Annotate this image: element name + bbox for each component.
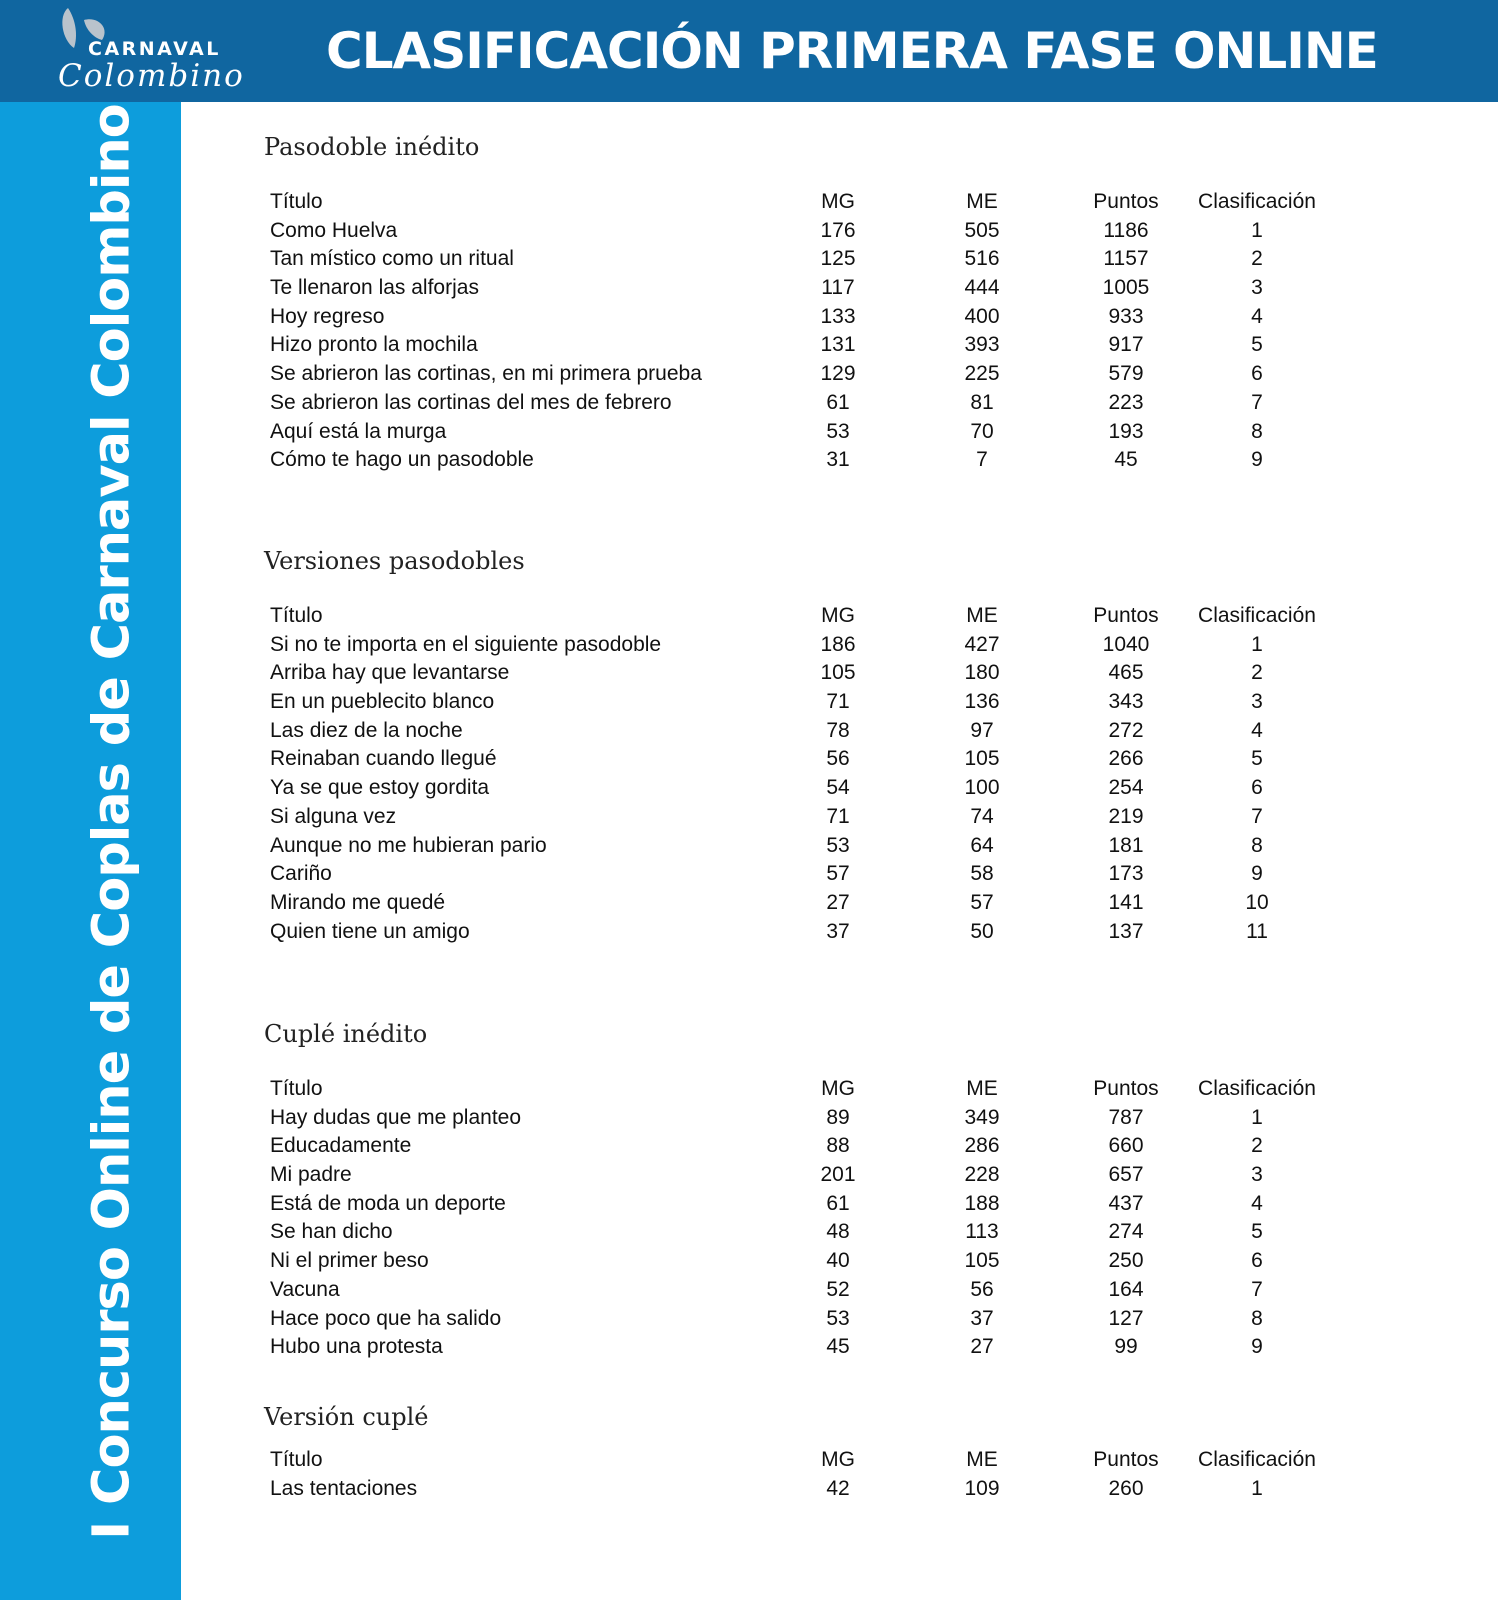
- table-row: [270, 418, 1390, 447]
- column-header-me: ME: [966, 1077, 998, 1100]
- cell-mg: 88: [826, 1134, 850, 1158]
- cell-clasificacion: 2: [1251, 661, 1263, 685]
- cell-mg: 105: [820, 661, 856, 685]
- cell-me: 225: [964, 362, 1000, 386]
- cell-mg: 133: [820, 304, 856, 328]
- cell-me: 228: [964, 1163, 1000, 1187]
- cell-title: Se abrieron las cortinas, en mi primera prueba: [270, 362, 702, 386]
- cell-puntos: 343: [1108, 690, 1144, 714]
- cell-title: Cómo te hago un pasodoble: [270, 448, 534, 472]
- cell-me: 7: [976, 448, 988, 472]
- cell-title: Mirando me quedé: [270, 890, 446, 914]
- header-bar: [0, 0, 1498, 102]
- cell-clasificacion: 2: [1251, 1134, 1263, 1158]
- cell-title: Está de moda un deporte: [270, 1191, 506, 1215]
- cell-mg: 42: [826, 1476, 850, 1500]
- cell-puntos: 127: [1108, 1306, 1144, 1330]
- cell-mg: 48: [826, 1220, 850, 1244]
- cell-mg: 40: [826, 1249, 850, 1273]
- cell-title: Hay dudas que me planteo: [270, 1105, 522, 1129]
- table-row: [270, 717, 1390, 746]
- cell-me: 505: [964, 218, 1000, 242]
- cell-title: Reinaban cuando llegué: [270, 747, 497, 771]
- cell-me: 516: [964, 247, 1000, 271]
- cell-title: Ya se que estoy gordita: [270, 776, 490, 800]
- cell-mg: 176: [820, 218, 856, 242]
- table-header-row: [270, 602, 1390, 631]
- table-row: [270, 1161, 1390, 1190]
- column-header-clasificacion: Clasificación: [1198, 1448, 1316, 1471]
- cell-mg: 57: [826, 862, 850, 886]
- cell-puntos: 193: [1108, 419, 1144, 443]
- cell-clasificacion: 5: [1251, 333, 1263, 357]
- cell-title: Se abrieron las cortinas del mes de febrero: [270, 390, 672, 414]
- cell-title: Las diez de la noche: [270, 718, 463, 742]
- cell-me: 81: [970, 390, 994, 414]
- cell-mg: 27: [826, 890, 850, 914]
- cell-puntos: 272: [1108, 718, 1144, 742]
- cell-puntos: 260: [1108, 1476, 1144, 1500]
- cell-puntos: 181: [1108, 833, 1144, 857]
- cell-mg: 45: [826, 1335, 850, 1359]
- cell-mg: 61: [826, 390, 850, 414]
- cell-puntos: 437: [1108, 1191, 1144, 1215]
- carnaval-colombino-logo: [52, 6, 245, 96]
- cell-clasificacion: 9: [1251, 862, 1263, 886]
- cell-mg: 53: [826, 419, 850, 443]
- cell-puntos: 917: [1108, 333, 1144, 357]
- table-row: [270, 1276, 1390, 1305]
- cell-me: 444: [964, 276, 1000, 300]
- column-header-me: ME: [966, 190, 998, 213]
- cell-title: Ni el primer beso: [270, 1249, 429, 1273]
- cell-me: 180: [964, 661, 1000, 685]
- cell-clasificacion: 1: [1251, 1476, 1263, 1500]
- cell-title: Si alguna vez: [270, 804, 397, 828]
- table-row: [270, 446, 1390, 475]
- table-row: [270, 389, 1390, 418]
- cell-puntos: 99: [1114, 1335, 1138, 1359]
- cell-clasificacion: 7: [1251, 1277, 1263, 1301]
- column-header-puntos: Puntos: [1093, 190, 1159, 213]
- cell-clasificacion: 5: [1251, 1220, 1263, 1244]
- cell-clasificacion: 7: [1251, 804, 1263, 828]
- cell-title: En un pueblecito blanco: [270, 690, 495, 714]
- cell-me: 136: [964, 690, 1000, 714]
- cell-me: 58: [970, 862, 994, 886]
- column-header-title: Título: [270, 1077, 323, 1100]
- cell-title: Vacuna: [270, 1277, 340, 1301]
- sidebar-title: I Concurso Online de Coplas de Carnaval Colombino: [82, 104, 142, 1540]
- table-row: [270, 1333, 1390, 1362]
- cell-mg: 186: [820, 632, 856, 656]
- cell-title: Educadamente: [270, 1134, 412, 1158]
- cell-mg: 56: [826, 747, 850, 771]
- cell-clasificacion: 11: [1246, 919, 1268, 943]
- cell-title: Quien tiene un amigo: [270, 919, 470, 943]
- cell-clasificacion: 9: [1251, 1335, 1263, 1359]
- cell-me: 349: [964, 1105, 1000, 1129]
- section-title: Versión cuplé: [264, 1403, 429, 1431]
- cell-mg: 54: [826, 776, 850, 800]
- section-0: [264, 128, 1424, 472]
- cell-mg: 61: [826, 1191, 850, 1215]
- results-table: [270, 188, 1390, 475]
- page-title: CLASIFICACIÓN PRIMERA FASE ONLINE: [326, 22, 1378, 80]
- cell-puntos: 219: [1108, 804, 1144, 828]
- column-header-clasificacion: Clasificación: [1198, 1077, 1316, 1100]
- table-row: [270, 274, 1390, 303]
- cell-clasificacion: 8: [1251, 833, 1263, 857]
- cell-clasificacion: 4: [1251, 1191, 1263, 1215]
- cell-mg: 131: [820, 333, 856, 357]
- cell-mg: 71: [826, 690, 850, 714]
- cell-me: 50: [970, 919, 994, 943]
- cell-me: 37: [970, 1306, 994, 1330]
- cell-me: 286: [964, 1134, 1000, 1158]
- cell-mg: 52: [826, 1277, 850, 1301]
- table-row: [270, 331, 1390, 360]
- cell-puntos: 173: [1108, 862, 1144, 886]
- table-row: [270, 860, 1390, 889]
- cell-title: Como Huelva: [270, 218, 398, 242]
- cell-mg: 71: [826, 804, 850, 828]
- table-row: [270, 688, 1390, 717]
- cell-clasificacion: 6: [1251, 1249, 1263, 1273]
- cell-clasificacion: 8: [1251, 419, 1263, 443]
- table-row: [270, 745, 1390, 774]
- cell-puntos: 1157: [1103, 247, 1149, 271]
- cell-mg: 53: [826, 1306, 850, 1330]
- cell-mg: 201: [820, 1163, 856, 1187]
- table-row: [270, 1247, 1390, 1276]
- cell-puntos: 787: [1108, 1105, 1144, 1129]
- logo-text-bottom: Colombino: [58, 58, 245, 94]
- cell-me: 105: [964, 747, 1000, 771]
- cell-title: Se han dicho: [270, 1220, 393, 1244]
- section-2: [264, 1015, 1424, 1359]
- cell-puntos: 465: [1108, 661, 1144, 685]
- cell-mg: 31: [826, 448, 850, 472]
- section-1: [264, 542, 1424, 943]
- table-row: [270, 832, 1390, 861]
- cell-title: Te llenaron las alforjas: [270, 276, 479, 300]
- cell-title: Tan místico como un ritual: [270, 247, 514, 271]
- logo-text-top: CARNAVAL: [88, 38, 221, 60]
- table-row: [270, 1218, 1390, 1247]
- cell-clasificacion: 10: [1245, 890, 1269, 914]
- cell-me: 400: [964, 304, 1000, 328]
- cell-title: Mi padre: [270, 1163, 352, 1187]
- cell-mg: 53: [826, 833, 850, 857]
- cell-me: 56: [970, 1277, 994, 1301]
- column-header-puntos: Puntos: [1093, 1077, 1159, 1100]
- cell-puntos: 250: [1108, 1249, 1144, 1273]
- results-table: [270, 1075, 1390, 1362]
- column-header-mg: MG: [821, 604, 855, 627]
- table-row: [270, 774, 1390, 803]
- table-row: [270, 245, 1390, 274]
- cell-clasificacion: 6: [1251, 776, 1263, 800]
- cell-puntos: 266: [1108, 747, 1144, 771]
- cell-me: 27: [970, 1335, 994, 1359]
- column-header-title: Título: [270, 604, 323, 627]
- section-title: Versiones pasodobles: [264, 547, 525, 575]
- cell-clasificacion: 8: [1251, 1306, 1263, 1330]
- table-header-row: [270, 1446, 1390, 1475]
- cell-me: 105: [964, 1249, 1000, 1273]
- cell-mg: 78: [826, 718, 850, 742]
- cell-clasificacion: 1: [1251, 1105, 1263, 1129]
- column-header-puntos: Puntos: [1093, 604, 1159, 627]
- column-header-clasificacion: Clasificación: [1198, 604, 1316, 627]
- cell-me: 188: [964, 1191, 1000, 1215]
- cell-mg: 117: [821, 276, 855, 300]
- cell-puntos: 1040: [1102, 632, 1150, 656]
- cell-title: Hizo pronto la mochila: [270, 333, 478, 357]
- results-table: [270, 602, 1390, 946]
- column-header-mg: MG: [821, 1077, 855, 1100]
- cell-title: Hoy regreso: [270, 304, 385, 328]
- table-row: [270, 918, 1390, 947]
- column-header-mg: MG: [821, 190, 855, 213]
- section-3: [264, 1398, 1424, 1500]
- cell-title: Hace poco que ha salido: [270, 1306, 502, 1330]
- cell-clasificacion: 5: [1251, 747, 1263, 771]
- cell-puntos: 660: [1108, 1134, 1144, 1158]
- cell-puntos: 137: [1108, 919, 1144, 943]
- cell-puntos: 657: [1108, 1163, 1144, 1187]
- cell-puntos: 164: [1108, 1277, 1144, 1301]
- cell-clasificacion: 1: [1251, 632, 1263, 656]
- table-row: [270, 1475, 1390, 1504]
- cell-clasificacion: 3: [1251, 276, 1263, 300]
- cell-me: 70: [970, 419, 994, 443]
- cell-me: 109: [964, 1476, 1000, 1500]
- table-row: [270, 1104, 1390, 1133]
- table-row: [270, 889, 1390, 918]
- cell-title: Aquí está la murga: [270, 419, 447, 443]
- table-header-row: [270, 188, 1390, 217]
- column-header-clasificacion: Clasificación: [1198, 190, 1316, 213]
- section-title: Cuplé inédito: [264, 1020, 428, 1048]
- cell-clasificacion: 4: [1251, 718, 1263, 742]
- column-header-puntos: Puntos: [1093, 1448, 1159, 1471]
- column-header-mg: MG: [821, 1448, 855, 1471]
- cell-clasificacion: 2: [1251, 247, 1263, 271]
- cell-mg: 129: [820, 362, 856, 386]
- cell-puntos: 1005: [1102, 276, 1150, 300]
- table-row: [270, 360, 1390, 389]
- table-row: [270, 1190, 1390, 1219]
- table-header-row: [270, 1075, 1390, 1104]
- cell-puntos: 274: [1108, 1220, 1144, 1244]
- column-header-me: ME: [966, 604, 998, 627]
- cell-puntos: 45: [1114, 448, 1138, 472]
- cell-me: 113: [965, 1220, 999, 1244]
- cell-clasificacion: 9: [1251, 448, 1263, 472]
- cell-clasificacion: 3: [1251, 1163, 1263, 1187]
- cell-mg: 125: [820, 247, 856, 271]
- cell-me: 74: [970, 804, 994, 828]
- table-row: [270, 803, 1390, 832]
- cell-puntos: 141: [1108, 890, 1144, 914]
- cell-mg: 89: [826, 1105, 850, 1129]
- cell-me: 64: [970, 833, 994, 857]
- section-title: Pasodoble inédito: [264, 133, 480, 161]
- cell-puntos: 254: [1108, 776, 1144, 800]
- cell-clasificacion: 6: [1251, 362, 1263, 386]
- cell-mg: 37: [826, 919, 850, 943]
- cell-puntos: 933: [1108, 304, 1144, 328]
- column-header-title: Título: [270, 190, 323, 213]
- table-row: [270, 631, 1390, 660]
- cell-me: 100: [964, 776, 1000, 800]
- cell-me: 393: [964, 333, 1000, 357]
- results-table: [270, 1446, 1390, 1503]
- column-header-title: Título: [270, 1448, 323, 1471]
- table-row: [270, 1305, 1390, 1334]
- table-row: [270, 659, 1390, 688]
- cell-clasificacion: 4: [1251, 304, 1263, 328]
- cell-title: Si no te importa en el siguiente pasodoble: [270, 632, 662, 656]
- cell-title: Hubo una protesta: [270, 1335, 443, 1359]
- table-row: [270, 303, 1390, 332]
- cell-puntos: 223: [1108, 390, 1144, 414]
- cell-title: Las tentaciones: [270, 1476, 418, 1500]
- cell-puntos: 579: [1108, 362, 1144, 386]
- cell-me: 427: [964, 632, 1000, 656]
- column-header-me: ME: [966, 1448, 998, 1471]
- cell-clasificacion: 3: [1251, 690, 1263, 714]
- cell-clasificacion: 1: [1251, 218, 1263, 242]
- cell-title: Cariño: [270, 862, 332, 886]
- cell-me: 57: [970, 890, 994, 914]
- cell-title: Arriba hay que levantarse: [270, 661, 510, 685]
- table-row: [270, 217, 1390, 246]
- cell-me: 97: [970, 718, 994, 742]
- cell-clasificacion: 7: [1251, 390, 1263, 414]
- cell-puntos: 1186: [1103, 218, 1149, 242]
- cell-title: Aunque no me hubieran pario: [270, 833, 547, 857]
- table-row: [270, 1132, 1390, 1161]
